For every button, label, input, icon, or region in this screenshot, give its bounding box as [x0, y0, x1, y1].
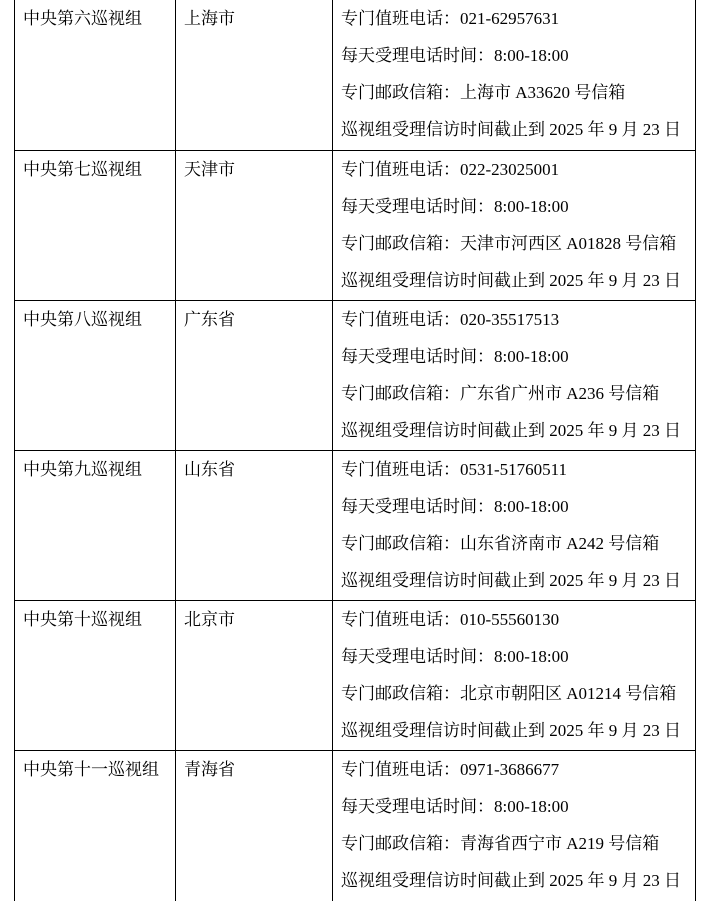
group-cell: 中央第六巡视组: [15, 0, 176, 150]
hours-line: 每天受理电话时间：8:00-18:00: [341, 796, 569, 816]
region-cell: 北京市: [176, 600, 333, 750]
phone-line: 专门值班电话：022-23025001: [341, 159, 560, 179]
region-cell: 广东省: [176, 300, 333, 450]
table-row: [15, 0, 696, 150]
deadline-line: 巡视组受理信访时间截止到 2025 年 9 月 23 日: [341, 270, 681, 290]
details-cell: [333, 750, 696, 901]
details-cell: [333, 300, 696, 450]
details-cell: [333, 150, 696, 300]
region-cell: 上海市: [176, 0, 333, 150]
group-cell: 中央第八巡视组: [15, 300, 176, 450]
phone-line: 专门值班电话：020-35517513: [341, 309, 560, 329]
deadline-line: 巡视组受理信访时间截止到 2025 年 9 月 23 日: [341, 720, 681, 740]
deadline-line: 巡视组受理信访时间截止到 2025 年 9 月 23 日: [341, 870, 681, 890]
phone-line: 专门值班电话：021-62957631: [341, 9, 560, 28]
hours-line: 每天受理电话时间：8:00-18:00: [341, 346, 569, 366]
region-cell: 天津市: [176, 150, 333, 300]
group-cell: 中央第十一巡视组: [15, 750, 176, 901]
deadline-line: 巡视组受理信访时间截止到 2025 年 9 月 23 日: [341, 120, 681, 139]
mailbox-line: 专门邮政信箱：广东省广州市 A236 号信箱: [341, 383, 660, 403]
table-row: [15, 750, 696, 901]
deadline-line: 巡视组受理信访时间截止到 2025 年 9 月 23 日: [341, 420, 681, 440]
deadline-line: 巡视组受理信访时间截止到 2025 年 9 月 23 日: [341, 570, 681, 590]
mailbox-line: 专门邮政信箱：北京市朝阳区 A01214 号信箱: [341, 683, 677, 703]
inspection-groups-table: [14, 0, 696, 901]
phone-line: 专门值班电话：0971-3686677: [341, 759, 560, 779]
region-cell: 山东省: [176, 450, 333, 600]
hours-line: 每天受理电话时间：8:00-18:00: [341, 646, 569, 666]
mailbox-line: 专门邮政信箱：青海省西宁市 A219 号信箱: [341, 833, 660, 853]
group-cell: 中央第十巡视组: [15, 600, 176, 750]
mailbox-line: 专门邮政信箱：山东省济南市 A242 号信箱: [341, 533, 660, 553]
hours-line: 每天受理电话时间：8:00-18:00: [341, 46, 569, 65]
mailbox-line: 专门邮政信箱：天津市河西区 A01828 号信箱: [341, 233, 677, 253]
table-row: [15, 300, 696, 450]
table-row: [15, 150, 696, 300]
table-row: [15, 600, 696, 750]
details-cell: [333, 0, 696, 150]
group-cell: 中央第九巡视组: [15, 450, 176, 600]
mailbox-line: 专门邮政信箱：上海市 A33620 号信箱: [341, 83, 626, 102]
hours-line: 每天受理电话时间：8:00-18:00: [341, 196, 569, 216]
phone-line: 专门值班电话：0531-51760511: [341, 459, 568, 479]
table-row: [15, 450, 696, 600]
hours-line: 每天受理电话时间：8:00-18:00: [341, 496, 569, 516]
phone-line: 专门值班电话：010-55560130: [341, 609, 560, 629]
group-cell: 中央第七巡视组: [15, 150, 176, 300]
details-cell: [333, 450, 696, 600]
region-cell: 青海省: [176, 750, 333, 901]
details-cell: [333, 600, 696, 750]
